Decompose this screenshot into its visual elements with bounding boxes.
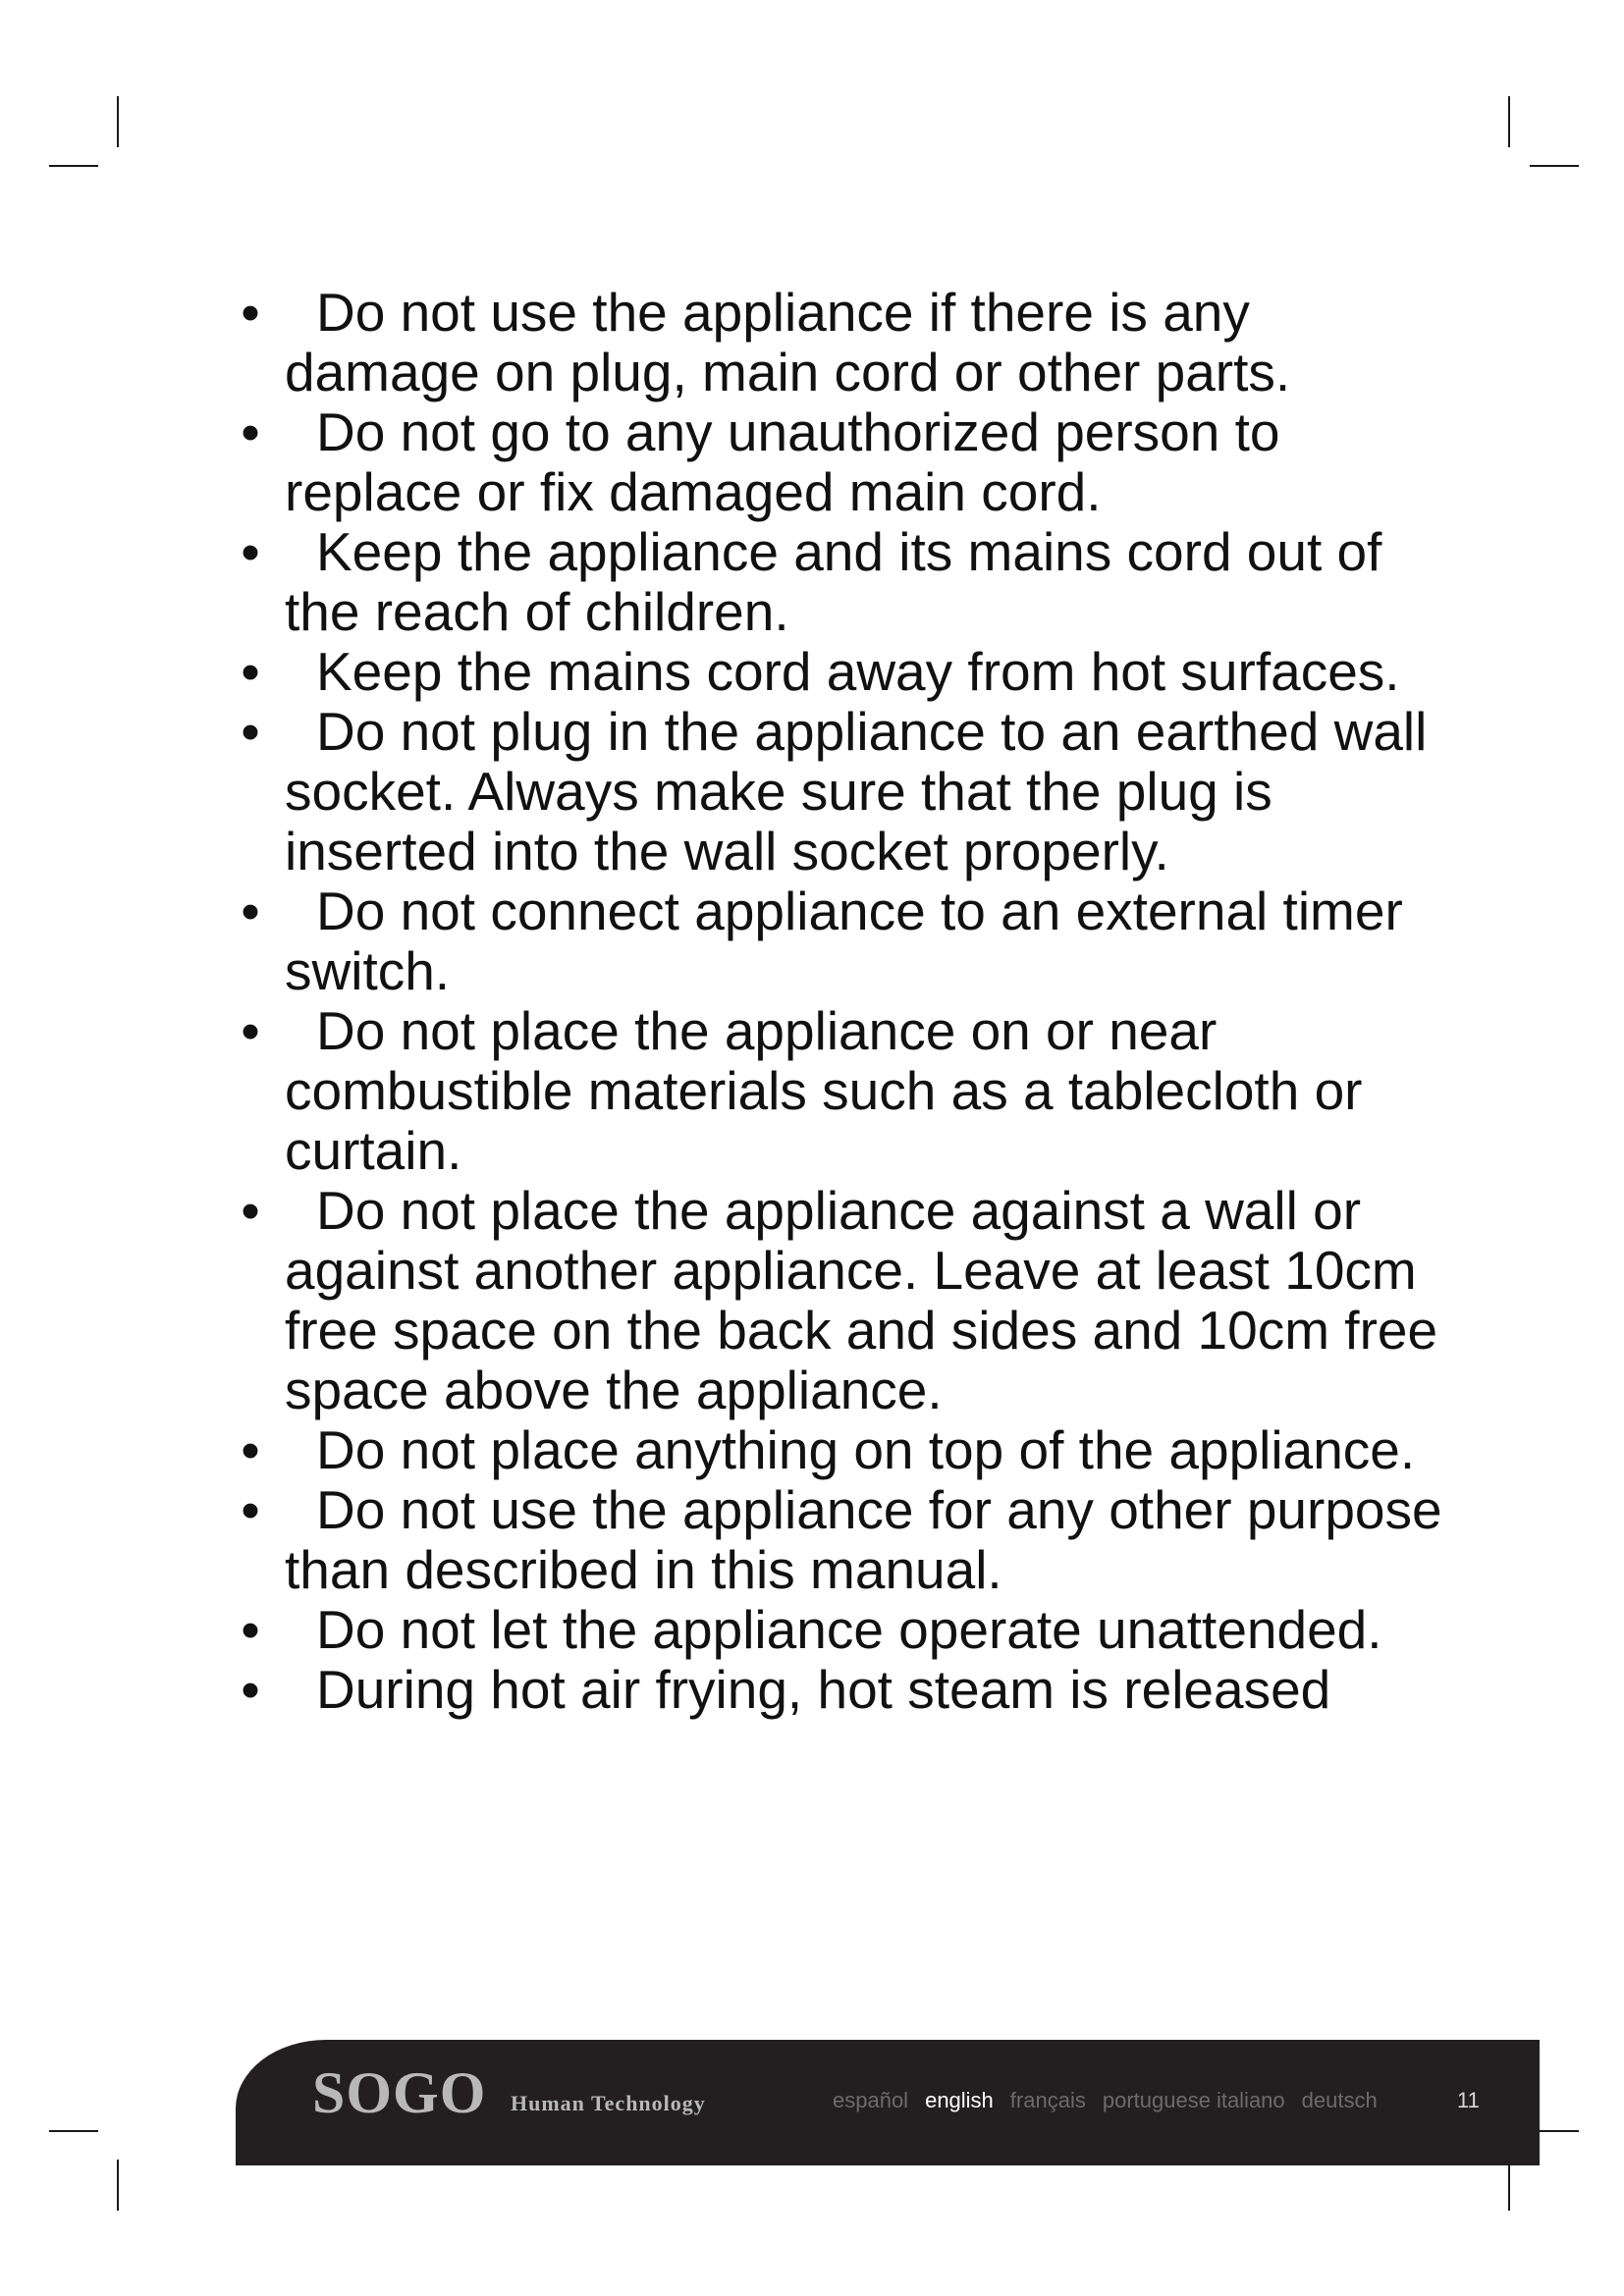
list-item bbox=[236, 1480, 1443, 1600]
list-item bbox=[236, 881, 1443, 1001]
safety-bullet-list bbox=[236, 283, 1443, 1720]
bullet-icon: • bbox=[241, 521, 260, 582]
list-item-text: Do not use the appliance for any other purpose than described in this manual. bbox=[285, 1479, 1442, 1600]
list-item-text: Do not use the appliance if there is any damage on plug, main cord or other parts. bbox=[285, 282, 1291, 402]
list-item-text: Keep the appliance and its mains cord out of the reach of children. bbox=[285, 521, 1382, 642]
list-item-text: Do not place the appliance against a wall or against another appliance. Leave at least 10cm free space on the back and sides and 10cm free space above the appliance. bbox=[285, 1180, 1438, 1420]
bullet-icon: • bbox=[241, 1000, 260, 1061]
list-item bbox=[236, 642, 1443, 702]
list-item bbox=[236, 402, 1443, 522]
language-portuguese: portuguese bbox=[1102, 2088, 1211, 2112]
list-item-text: During hot air frying, hot steam is released bbox=[316, 1659, 1331, 1720]
crop-mark-bottom-left-horizontal bbox=[49, 2130, 98, 2132]
language-italiano: italiano bbox=[1216, 2088, 1285, 2112]
list-item-text: Do not let the appliance operate unattended. bbox=[316, 1599, 1382, 1660]
list-item bbox=[236, 1420, 1443, 1480]
language-english: english bbox=[925, 2088, 994, 2112]
list-item-text: Do not place the appliance on or near combustible materials such as a tablecloth or curtain. bbox=[285, 1000, 1363, 1181]
bullet-icon: • bbox=[241, 1599, 260, 1660]
list-item bbox=[236, 1001, 1443, 1181]
bullet-icon: • bbox=[241, 1419, 260, 1480]
bullet-icon: • bbox=[241, 401, 260, 462]
bullet-icon: • bbox=[241, 1479, 260, 1540]
bullet-icon: • bbox=[241, 1659, 260, 1720]
language-list bbox=[833, 2087, 1394, 2114]
list-item bbox=[236, 1660, 1443, 1720]
list-item-text: Do not connect appliance to an external timer switch. bbox=[285, 881, 1403, 1001]
list-item-text: Keep the mains cord away from hot surfaces. bbox=[316, 641, 1400, 702]
crop-mark-bottom-right-vertical bbox=[1508, 2160, 1510, 2211]
language-francais: français bbox=[1009, 2088, 1086, 2112]
language-deutsch: deutsch bbox=[1301, 2088, 1378, 2112]
list-item-text: Do not go to any unauthorized person to replace or fix damaged main cord. bbox=[285, 401, 1280, 522]
bullet-icon: • bbox=[241, 1180, 260, 1241]
footer-band bbox=[236, 2040, 1540, 2165]
list-item-text: Do not place anything on top of the appliance. bbox=[316, 1419, 1416, 1480]
list-item bbox=[236, 1181, 1443, 1420]
crop-mark-top-left-horizontal bbox=[49, 165, 98, 167]
list-item bbox=[236, 702, 1443, 881]
bullet-icon: • bbox=[241, 282, 260, 343]
list-item bbox=[236, 522, 1443, 642]
crop-mark-top-left-vertical bbox=[117, 96, 119, 147]
bullet-icon: • bbox=[241, 881, 260, 941]
language-espanol: español bbox=[833, 2088, 909, 2112]
crop-mark-top-right-vertical bbox=[1508, 96, 1510, 147]
crop-mark-top-right-horizontal bbox=[1530, 165, 1579, 167]
list-item-text: Do not plug in the appliance to an earthed wall socket. Always make sure that the plug is inserted into the wall socket properly. bbox=[285, 701, 1428, 881]
bullet-icon: • bbox=[241, 701, 260, 762]
list-item bbox=[236, 1600, 1443, 1660]
brand-tagline: Human Technology bbox=[511, 2091, 706, 2115]
crop-mark-bottom-left-vertical bbox=[117, 2160, 119, 2211]
list-item bbox=[236, 283, 1443, 402]
page-number: 11 bbox=[1457, 2088, 1480, 2112]
brand-logo: SOGO bbox=[312, 2060, 487, 2125]
bullet-icon: • bbox=[241, 641, 260, 702]
